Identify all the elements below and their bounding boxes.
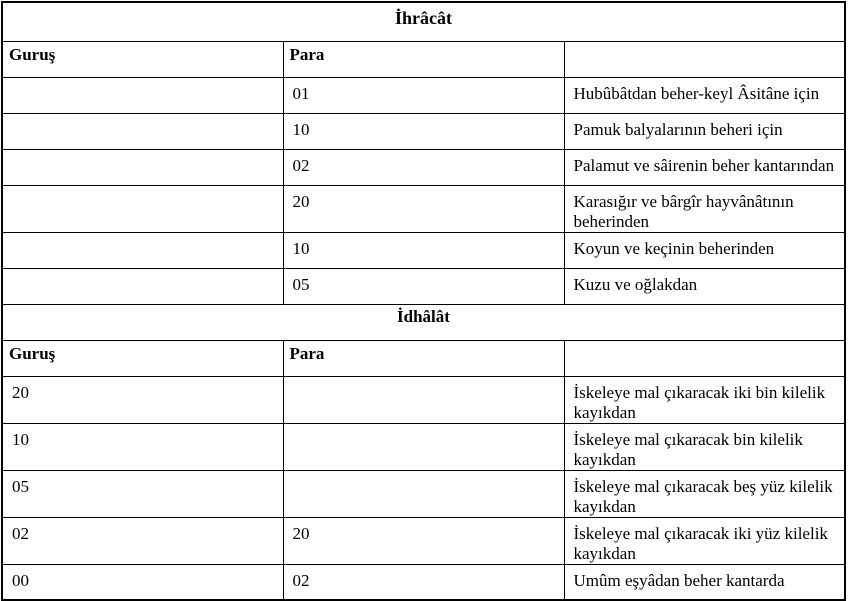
import-row xyxy=(2,517,845,564)
export-row xyxy=(2,149,845,185)
export-title: İhrâcât xyxy=(2,2,845,41)
export-row-desc: Pamuk balyalarının beheri için xyxy=(564,113,845,149)
import-title: İdhâlât xyxy=(2,304,845,340)
export-row xyxy=(2,77,845,113)
export-row-para: 10 xyxy=(283,113,564,149)
export-row-gurus xyxy=(2,77,283,113)
export-row-para: 10 xyxy=(283,232,564,268)
export-row-desc: Hubûbâtdan beher-keyl Âsitâne için xyxy=(564,77,845,113)
export-title-row xyxy=(2,2,845,41)
tariff-table xyxy=(1,1,846,601)
import-row xyxy=(2,564,845,600)
export-header-gurus: Guruş xyxy=(2,41,283,77)
import-row xyxy=(2,423,845,470)
export-row xyxy=(2,268,845,304)
export-row-para: 02 xyxy=(283,149,564,185)
export-row-desc: Koyun ve keçinin beherinden xyxy=(564,232,845,268)
import-header-para: Para xyxy=(283,340,564,376)
import-row-para: 20 xyxy=(283,517,564,564)
import-row-gurus: 00 xyxy=(2,564,283,600)
import-header-row xyxy=(2,340,845,376)
import-row-gurus: 05 xyxy=(2,470,283,517)
import-row-para xyxy=(283,376,564,423)
import-header-gurus: Guruş xyxy=(2,340,283,376)
export-header-row xyxy=(2,41,845,77)
import-row-desc: İskeleye mal çıkaracak bin kilelik kayıkdan xyxy=(564,423,845,470)
export-row xyxy=(2,185,845,232)
export-row-gurus xyxy=(2,185,283,232)
export-row-para: 05 xyxy=(283,268,564,304)
export-row-gurus xyxy=(2,113,283,149)
export-row-gurus xyxy=(2,268,283,304)
import-row-desc: İskeleye mal çıkaracak beş yüz kilelik kayıkdan xyxy=(564,470,845,517)
import-row-desc: İskeleye mal çıkaracak iki yüz kilelik kayıkdan xyxy=(564,517,845,564)
import-row-gurus: 10 xyxy=(2,423,283,470)
import-title-row xyxy=(2,304,845,340)
import-row-gurus: 20 xyxy=(2,376,283,423)
import-row xyxy=(2,376,845,423)
export-row-desc: Palamut ve sâirenin beher kantarından xyxy=(564,149,845,185)
import-row-para xyxy=(283,470,564,517)
export-row xyxy=(2,113,845,149)
export-row-para: 01 xyxy=(283,77,564,113)
import-row-gurus: 02 xyxy=(2,517,283,564)
import-header-desc xyxy=(564,340,845,376)
export-header-para: Para xyxy=(283,41,564,77)
export-row-desc: Karasığır ve bârgîr hayvânâtının beherinden xyxy=(564,185,845,232)
export-row-gurus xyxy=(2,149,283,185)
import-row-para: 02 xyxy=(283,564,564,600)
export-row-para: 20 xyxy=(283,185,564,232)
export-header-desc xyxy=(564,41,845,77)
export-row-gurus xyxy=(2,232,283,268)
export-row-desc: Kuzu ve oğlakdan xyxy=(564,268,845,304)
import-row-desc: İskeleye mal çıkaracak iki bin kilelik kayıkdan xyxy=(564,376,845,423)
import-row xyxy=(2,470,845,517)
import-row-desc: Umûm eşyâdan beher kantarda xyxy=(564,564,845,600)
export-row xyxy=(2,232,845,268)
import-row-para xyxy=(283,423,564,470)
